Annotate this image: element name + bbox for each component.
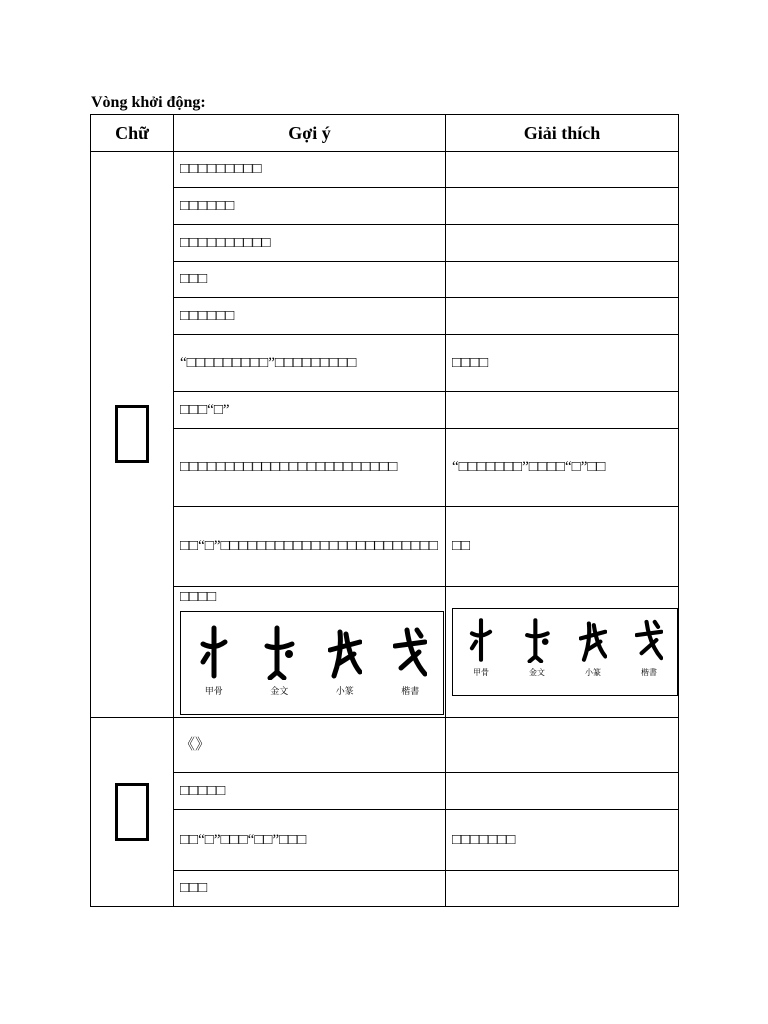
glyph-label: 甲骨	[204, 687, 223, 697]
explain-cell	[446, 262, 679, 298]
hint-cell: □□“□”□□□“□□”□□□	[174, 810, 446, 871]
explain-cell	[446, 225, 679, 262]
explain-cell: □□	[446, 507, 679, 587]
hint-cell: □□□	[174, 871, 446, 907]
missing-glyph-box	[115, 783, 149, 841]
table-row	[91, 429, 679, 507]
oracle-bone-glyph	[197, 624, 231, 697]
table-row	[91, 773, 679, 810]
table-row	[91, 262, 679, 298]
table-row	[91, 810, 679, 871]
explain-cell: □□□□	[446, 335, 679, 392]
seal-glyph	[328, 624, 362, 697]
header-explain: Giải thích	[446, 115, 679, 152]
hint-cell: □□□□□□	[174, 298, 446, 335]
hint-cell: □□“□”□□□□□□□□□□□□□□□□□□□□□□□□	[174, 507, 446, 587]
seal-glyph	[579, 617, 607, 678]
table-row	[91, 392, 679, 429]
table-row	[91, 335, 679, 392]
explain-cell	[446, 188, 679, 225]
hint-cell: □□□“□”	[174, 392, 446, 429]
table-row	[91, 718, 679, 773]
hint-cell-label: □□□□	[180, 589, 217, 605]
table-header-row	[91, 115, 679, 152]
char-cell-2	[91, 718, 174, 907]
script-evolution-image-small	[452, 608, 678, 696]
regular-glyph	[393, 624, 427, 697]
missing-glyph-box	[115, 405, 149, 463]
evolution-explain-cell	[446, 587, 679, 718]
table-row	[91, 188, 679, 225]
char-cell-1	[91, 152, 174, 718]
regular-glyph	[635, 617, 663, 678]
script-evolution-image	[180, 611, 444, 715]
glyph-label: 甲骨	[473, 668, 489, 677]
table-row	[91, 225, 679, 262]
hint-cell: □□□□□□□□□	[174, 152, 446, 188]
hint-cell: □□□□□□	[174, 188, 446, 225]
table-row	[91, 152, 679, 188]
bronze-glyph	[523, 617, 551, 678]
table-row	[91, 298, 679, 335]
header-hint: Gợi ý	[174, 115, 446, 152]
hint-cell: □□□□□□□□□□	[174, 225, 446, 262]
table-row	[91, 871, 679, 907]
glyph-label: 小篆	[585, 668, 601, 677]
glyph-label: 金文	[270, 687, 289, 697]
explain-cell	[446, 871, 679, 907]
hint-cell: 《》	[174, 718, 446, 773]
hint-cell: □□□□□	[174, 773, 446, 810]
glyph-label: 楷書	[641, 668, 657, 677]
hint-cell: □□□□□□□□□□□□□□□□□□□□□□□□	[174, 429, 446, 507]
explain-cell	[446, 152, 679, 188]
explain-cell	[446, 773, 679, 810]
glyph-label: 楷書	[401, 687, 420, 697]
explain-cell	[446, 298, 679, 335]
hint-table	[90, 114, 679, 907]
table-row	[91, 507, 679, 587]
explain-cell: □□□□□□□	[446, 810, 679, 871]
table-row	[91, 587, 679, 718]
section-heading: Vòng khởi động:	[91, 94, 206, 111]
explain-cell	[446, 718, 679, 773]
glyph-label: 小篆	[335, 687, 354, 697]
explain-cell	[446, 392, 679, 429]
hint-cell: “□□□□□□□□□”□□□□□□□□□	[174, 335, 446, 392]
explain-cell: “□□□□□□□”□□□□“□”□□	[446, 429, 679, 507]
bronze-glyph	[262, 624, 296, 697]
evolution-hint-cell	[174, 587, 446, 718]
oracle-bone-glyph	[467, 617, 495, 678]
glyph-label: 金文	[529, 668, 545, 677]
hint-cell: □□□	[174, 262, 446, 298]
header-char: Chữ	[91, 115, 174, 152]
